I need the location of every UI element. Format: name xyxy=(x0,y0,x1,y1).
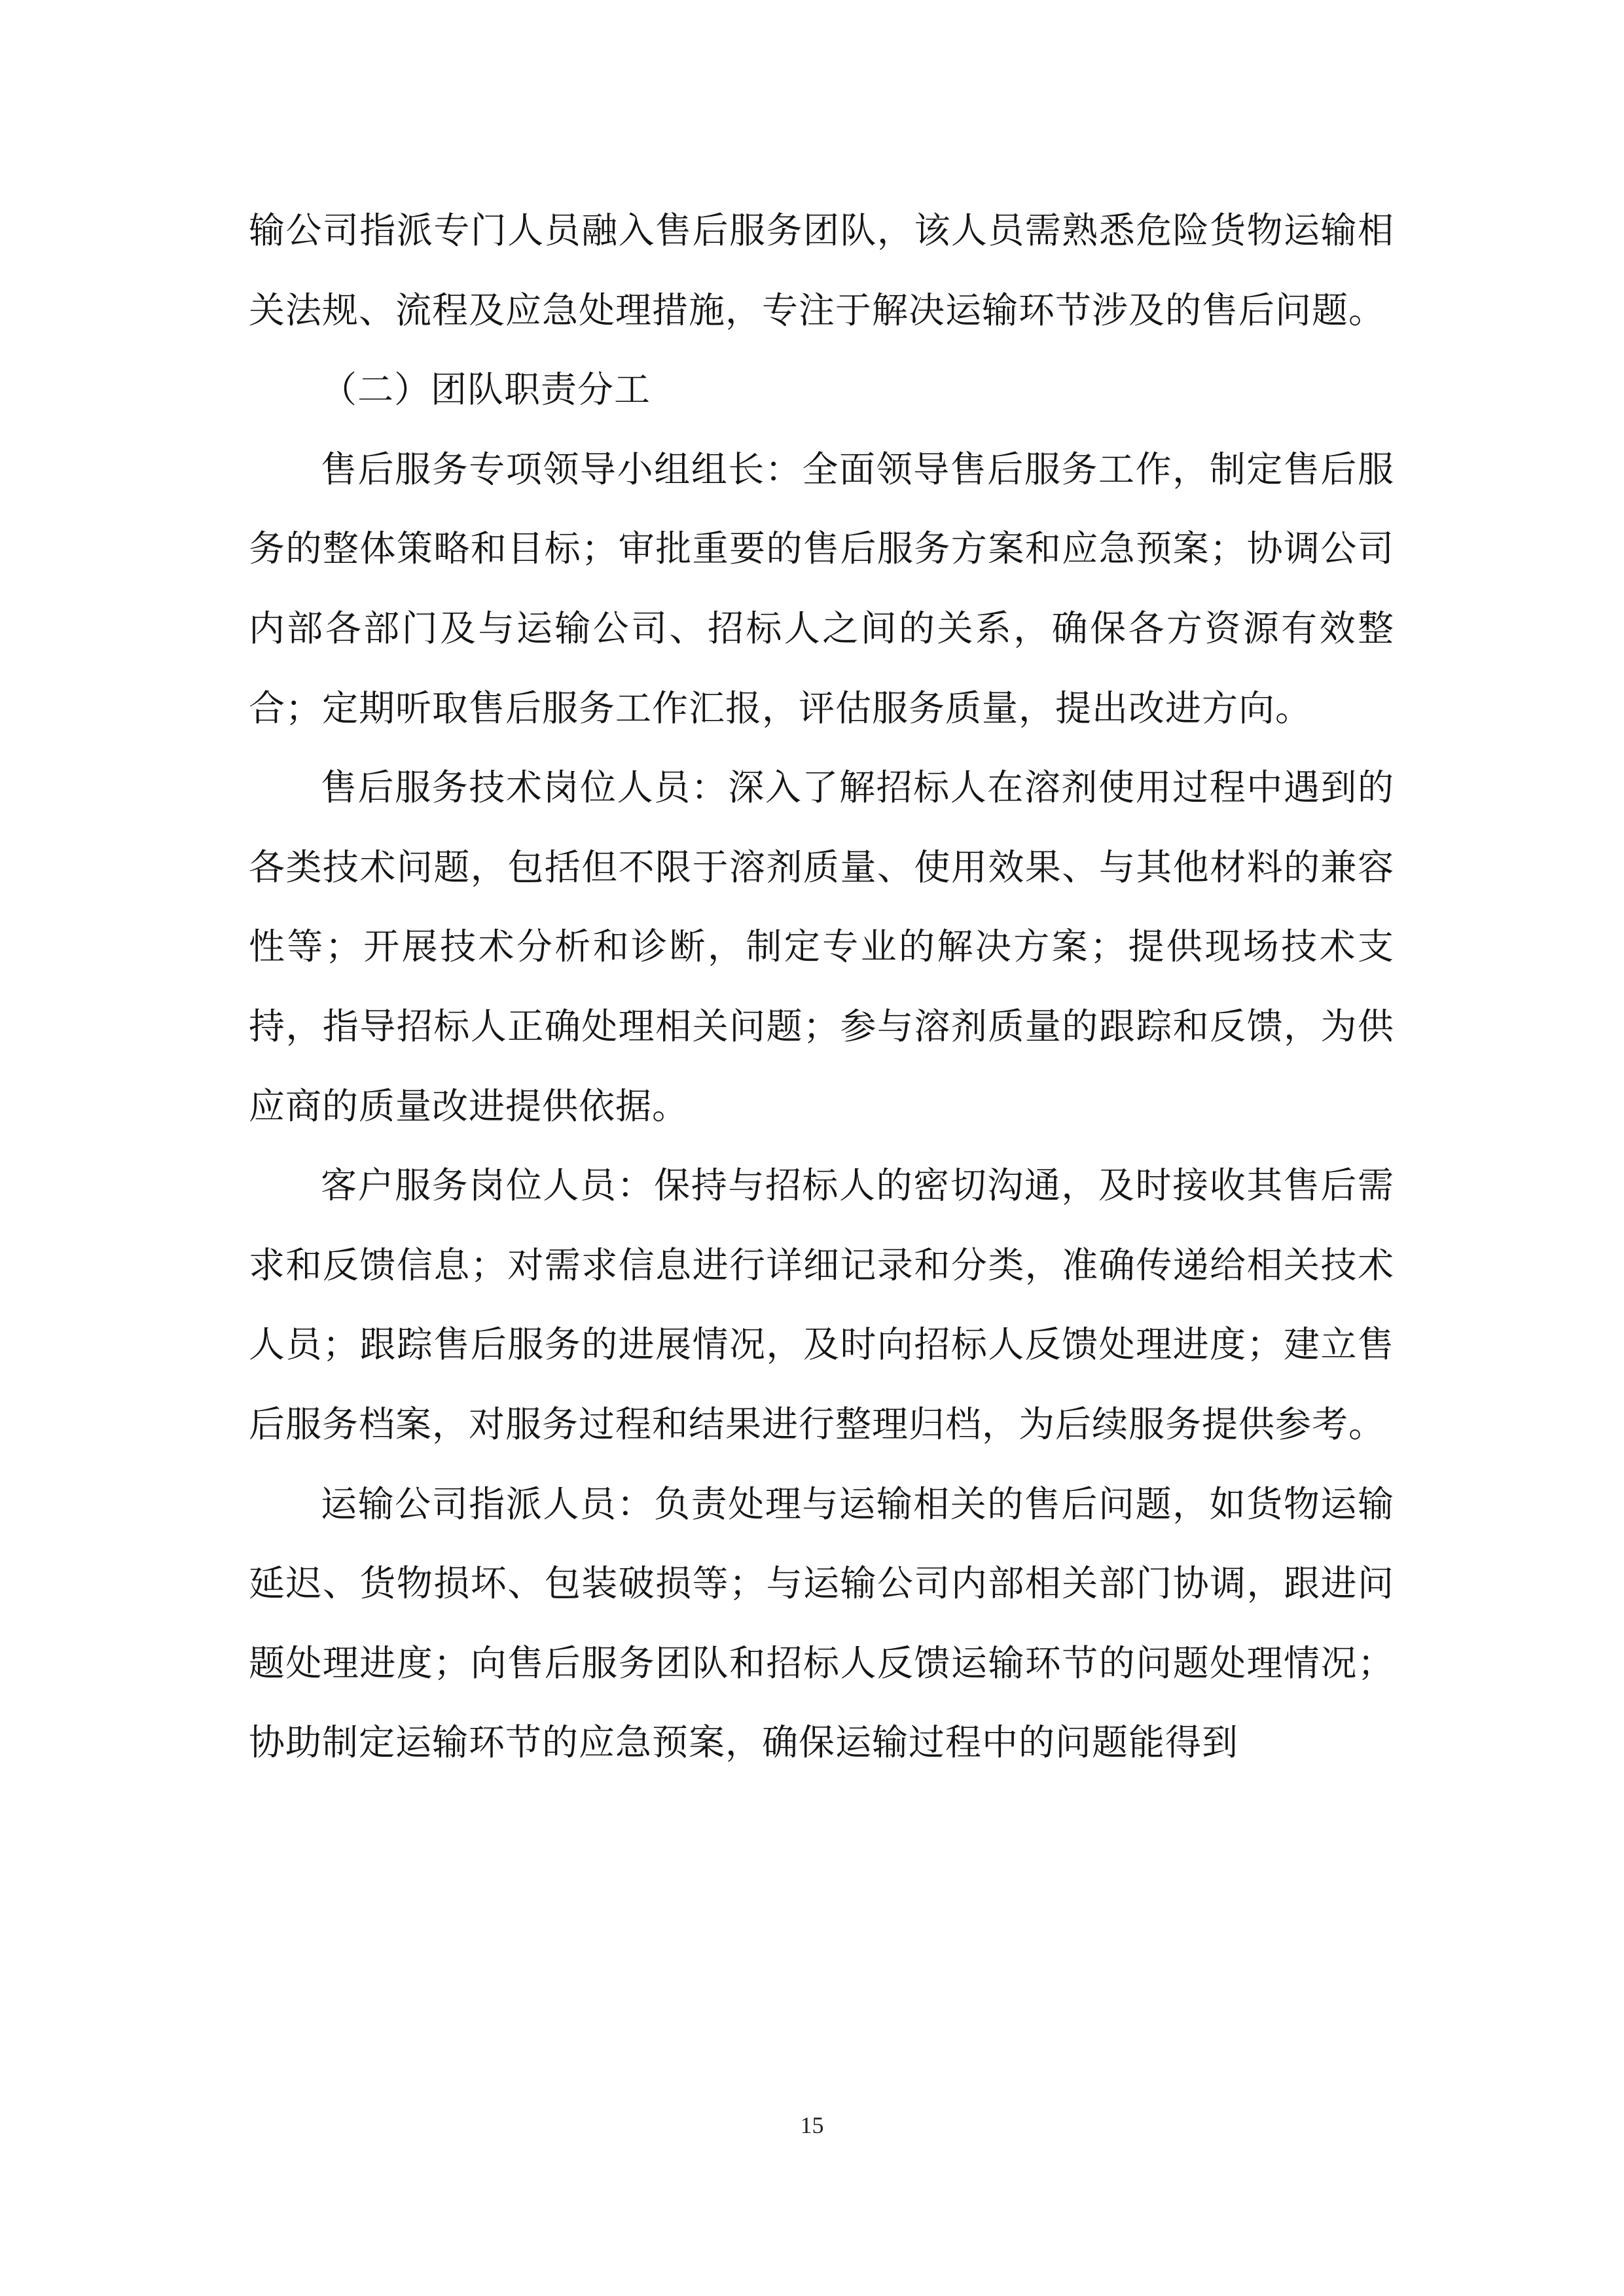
paragraph-continuation: 输公司指派专门人员融入售后服务团队，该人员需熟悉危险货物运输相关法规、流程及应急处理措施，专注于解决运输环节涉及的售后问题。 xyxy=(249,209,1394,331)
page-number: 15 xyxy=(800,2112,824,2138)
section-heading: （二）团队职责分工 xyxy=(321,368,651,411)
paragraph-transport-staff: 运输公司指派人员：负责处理与运输相关的售后问题，如货物运输延迟、货物损坏、包装破损等；与运输公司内部相关部门协调，跟进问题处理进度；向售后服务团队和招标人反馈运输环节的问题处理情况；协助制定运输环节的应急预案，确保运输过程中的问题能得到 xyxy=(249,1482,1394,1764)
paragraph-customer-service: 客户服务岗位人员：保持与招标人的密切沟通，及时接收其售后需求和反馈信息；对需求信息进行详细记录和分类，准确传递给相关技术人员；跟踪售后服务的进展情况，及时向招标人反馈处理进度；建立售后服务档案，对服务过程和结果进行整理归档，为后续服务提供参考。 xyxy=(249,1164,1394,1445)
paragraph-technical-staff: 售后服务技术岗位人员：深入了解招标人在溶剂使用过程中遇到的各类技术问题，包括但不限于溶剂质量、使用效果、与其他材料的兼容性等；开展技术分析和诊断，制定专业的解决方案；提供现场技术支持，指导招标人正确处理相关问题；参与溶剂质量的跟踪和反馈，为供应商的质量改进提供依据。 xyxy=(249,766,1394,1127)
document-body xyxy=(249,191,1394,1783)
paragraph-team-leader: 售后服务专项领导小组组长：全面领导售后服务工作，制定售后服务的整体策略和目标；审批重要的售后服务方案和应急预案；协调公司内部各部门及与运输公司、招标人之间的关系，确保各方资源有效整合；定期听取售后服务工作汇报，评估服务质量，提出改进方向。 xyxy=(249,448,1394,729)
